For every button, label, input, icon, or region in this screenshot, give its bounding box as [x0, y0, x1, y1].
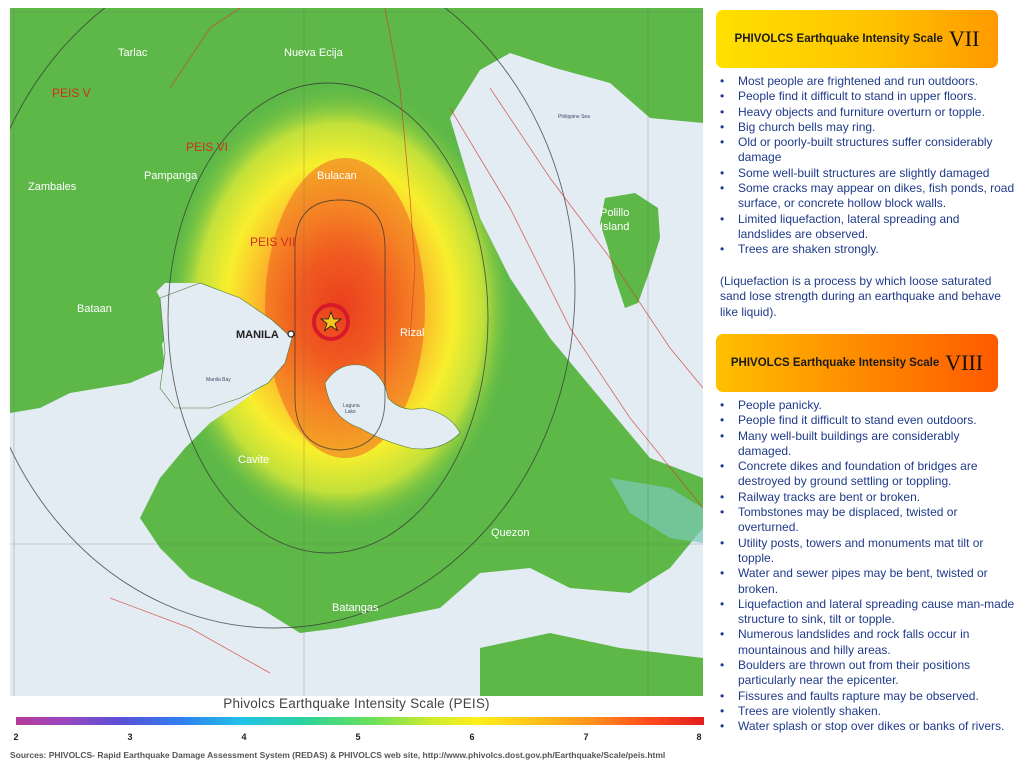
- place-label: Zambales: [28, 181, 77, 193]
- place-label: Pampanga: [144, 170, 198, 182]
- list-item: • People panicky.: [718, 398, 1016, 413]
- list-item: • Boulders are thrown out from their positions particularly near the epicenter.: [718, 658, 1016, 689]
- list-item: • Tombstones may be displaced, twisted or overturned.: [718, 505, 1016, 536]
- intensity-8-title: PHIVOLCS Earthquake Intensity Scale: [730, 357, 940, 369]
- place-label: Island: [600, 221, 630, 233]
- peis6-label: PEIS VI: [186, 140, 229, 154]
- place-label: Tarlac: [118, 47, 148, 59]
- place-label: MANILA: [236, 329, 279, 341]
- lake-label: Laguna: [343, 403, 360, 409]
- list-item: • Fissures and faults rapture may be observed.: [718, 689, 1016, 704]
- peis5-label: PEIS V: [52, 86, 91, 100]
- place-label: Rizal: [400, 327, 425, 339]
- intensity-8-roman: VIII: [945, 350, 984, 375]
- intensity-7-header: [716, 10, 998, 68]
- liquefaction-note: (Liquefaction is a process by which loose saturated sand lose strength during an earthquake and behave like liquid).: [720, 274, 1001, 319]
- place-label: Bulacan: [317, 170, 357, 182]
- scale-title: Phivolcs Earthquake Intensity Scale (PEIS): [223, 696, 490, 711]
- scale-tick: 3: [127, 732, 133, 742]
- scale-tick: 7: [583, 732, 589, 742]
- scale-tick: 5: [355, 732, 361, 742]
- list-item: • Most people are frightened and run outdoors.: [718, 74, 1016, 89]
- manila-marker-icon: [288, 331, 294, 337]
- list-item: • Some well-built structures are slightly damaged: [718, 166, 1016, 181]
- list-item: • Liquefaction and lateral spreading cause man-made structure to sink, tilt or topple.: [718, 597, 1016, 628]
- scale-tick: 2: [13, 732, 19, 742]
- place-label: Quezon: [491, 527, 530, 539]
- intensity-8-header: [716, 334, 998, 392]
- intensity-8-list: [718, 398, 1016, 735]
- list-item: • Heavy objects and furniture overturn or topple.: [718, 105, 1016, 120]
- list-item: • Trees are shaken strongly.: [718, 242, 1016, 257]
- list-item: • Limited liquefaction, lateral spreading and landslides are observed.: [718, 212, 1016, 243]
- list-item: • Railway tracks are bent or broken.: [718, 490, 1016, 505]
- list-item: • Water splash or stop over dikes or banks of rivers.: [718, 719, 1016, 734]
- intensity-7-roman: VII: [948, 26, 980, 51]
- place-label: Cavite: [238, 454, 270, 466]
- place-label: Polillo: [600, 207, 630, 219]
- list-item: • Water and sewer pipes may be bent, twisted or broken.: [718, 566, 1016, 597]
- sea-label: Philippine Sea: [558, 114, 590, 120]
- place-label: Batangas: [332, 602, 379, 614]
- list-item: • Trees are violently shaken.: [718, 704, 1016, 719]
- list-item: • Many well-built buildings are considerably damaged.: [718, 429, 1016, 460]
- intensity-map: [10, 8, 703, 696]
- intensity-7-title: PHIVOLCS Earthquake Intensity Scale: [734, 33, 943, 45]
- list-item: • Big church bells may ring.: [718, 120, 1016, 135]
- sea-label: Manila Bay: [206, 377, 231, 383]
- scale-tick: 8: [696, 732, 702, 742]
- list-item: • Some cracks may appear on dikes, fish ponds, road surface, or concrete hollow block walls.: [718, 181, 1016, 212]
- list-item: • People find it difficult to stand even outdoors.: [718, 413, 1016, 428]
- lake-label: Lake: [345, 409, 356, 415]
- peis7-label: PEIS VII: [250, 235, 296, 249]
- list-item: • Numerous landslides and rock falls occur in mountainous and hilly areas.: [718, 627, 1016, 658]
- scale-tick: 6: [469, 732, 475, 742]
- source-citation: Sources: PHIVOLCS- Rapid Earthquake Damage Assessment System (REDAS) & PHIVOLCS web site, http://www.phivolcs.dost.gov.ph/Earthquake/Scale/peis.html: [10, 750, 666, 760]
- list-item: • Old or poorly-built structures suffer considerably damage: [718, 135, 1016, 166]
- intensity-scale: [10, 696, 703, 746]
- place-label: Nueva Ecija: [284, 47, 343, 59]
- place-label: Bataan: [77, 303, 112, 315]
- list-item: • Concrete dikes and foundation of bridges are destroyed by ground settling or toppling.: [718, 459, 1016, 490]
- list-item: • People find it difficult to stand in upper floors.: [718, 89, 1016, 104]
- intensity-7-list: [718, 74, 1016, 258]
- scale-tick: 4: [241, 732, 247, 742]
- list-item: • Utility posts, towers and monuments mat tilt or topple.: [718, 536, 1016, 567]
- scale-color-bar: [16, 717, 704, 725]
